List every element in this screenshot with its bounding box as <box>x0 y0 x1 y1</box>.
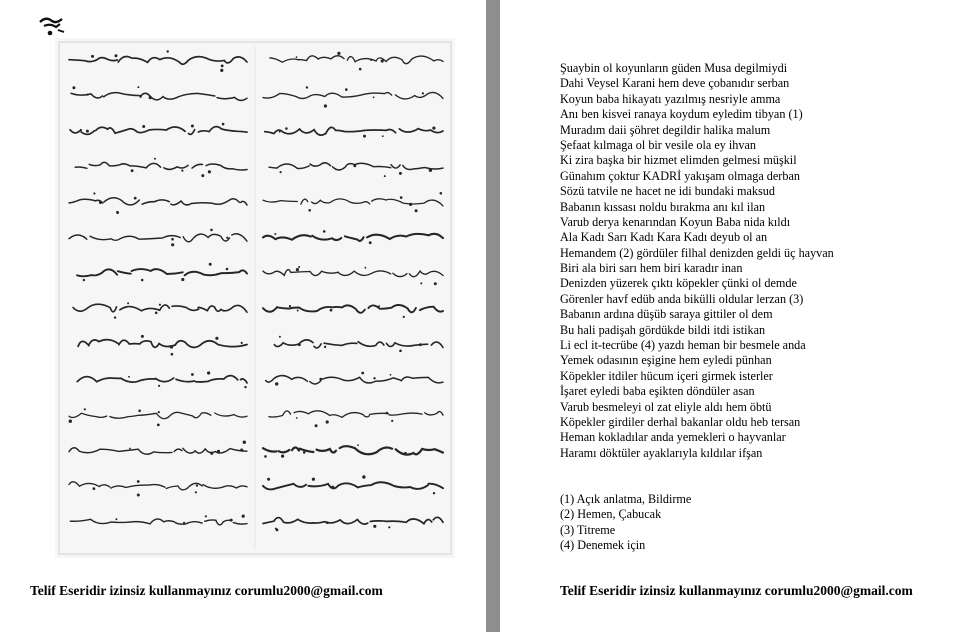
script-dot <box>414 233 416 235</box>
script-dot <box>409 203 412 206</box>
poem-line: Bu hali padişah gördükde bildi itdi istikan <box>560 322 766 337</box>
script-dot <box>381 59 384 62</box>
script-dot <box>242 515 245 518</box>
script-dot <box>331 486 334 489</box>
left-copyright-footer: Telif Eseridir izinsiz kullanmayınız corumlu2000@gmail.com <box>30 583 383 598</box>
footnote-item: (4) Denemek için <box>560 538 646 553</box>
script-dot <box>422 92 424 94</box>
script-dot <box>69 420 72 423</box>
script-dot <box>378 305 380 307</box>
poem-line: Hemandem (2) gördüler filhal denizden geldi üç hayvan <box>560 245 834 260</box>
script-dot <box>420 282 422 284</box>
script-dot <box>222 123 225 126</box>
script-dot <box>296 417 298 419</box>
script-dot <box>241 342 243 344</box>
poem-line: Haramı döktüler ayaklarıyla kıldılar ifşan <box>560 445 763 460</box>
poem-line: Heman kokladılar anda yemekleri o hayvanlar <box>560 430 786 445</box>
script-dot <box>209 263 212 266</box>
script-dot <box>324 104 327 107</box>
script-dot <box>134 197 137 200</box>
script-dot <box>312 478 315 481</box>
script-dot <box>285 127 288 130</box>
script-dot <box>93 487 96 490</box>
script-dot <box>399 172 402 175</box>
script-dot <box>93 192 95 194</box>
script-dot <box>217 450 220 453</box>
script-dot <box>115 518 117 520</box>
poem-line: Yemek odasının eşigine hem eyledi pünhan <box>560 353 772 368</box>
script-dot <box>129 448 131 450</box>
script-dot <box>99 201 102 204</box>
script-dot <box>240 449 243 452</box>
script-dot <box>191 373 194 376</box>
script-dot <box>432 127 435 130</box>
script-dot <box>434 282 437 285</box>
script-dot <box>319 378 322 381</box>
script-dot <box>141 335 144 338</box>
poem-line: Varub derya kenarından Koyun Baba nida kıldı <box>560 214 791 229</box>
script-dot <box>210 229 213 232</box>
poem-line: Sözü tatvile ne hacet ne idi bundaki maksud <box>560 184 775 199</box>
script-dot <box>195 491 197 493</box>
script-dot <box>86 130 89 133</box>
script-dot <box>207 371 210 374</box>
script-dot <box>275 382 278 385</box>
script-dot <box>115 54 118 57</box>
script-dot <box>373 96 375 98</box>
script-dot <box>326 420 329 423</box>
script-dot <box>220 69 223 72</box>
script-dot <box>298 343 301 346</box>
script-dot <box>87 94 89 96</box>
script-dot <box>289 305 291 307</box>
script-dot <box>159 304 161 306</box>
script-dot <box>298 266 300 268</box>
script-dot <box>171 243 174 246</box>
script-dot <box>171 353 174 356</box>
script-dot <box>83 236 85 238</box>
script-dot <box>326 521 329 524</box>
script-dot <box>131 169 134 172</box>
script-dot <box>72 86 75 89</box>
footnote-item: (2) Hemen, Çabucak <box>560 507 662 522</box>
script-dot <box>323 230 326 233</box>
script-dot <box>210 452 213 455</box>
right-copyright-footer: Telif Eseridir izinsiz kullanmayınız corumlu2000@gmail.com <box>560 583 913 598</box>
poem-line: Denizden yüzerek çıktı köpekler çünki ol demde <box>560 276 797 291</box>
script-dot <box>158 411 160 413</box>
script-dot <box>373 525 376 528</box>
script-dot <box>308 209 311 212</box>
script-dot <box>330 309 333 312</box>
script-dot <box>382 135 384 137</box>
script-dot <box>384 175 386 177</box>
script-dot <box>128 376 130 378</box>
script-dot <box>137 86 139 88</box>
footnote-item: (1) Açık anlatma, Bildirme <box>560 492 692 506</box>
manuscript-scan <box>55 38 455 558</box>
poem-line: Dahi Veysel Karani hem deve çobanıdır serban <box>560 76 790 91</box>
script-dot <box>181 170 183 172</box>
poem-line: Li ecl it-tecrübe (4) yazdı heman bir besmele anda <box>560 338 806 353</box>
poem-line: Ki zira başka bir hizmet elimden gelmesi müşkil <box>560 153 797 168</box>
script-dot <box>226 268 229 271</box>
script-dot <box>306 86 308 88</box>
script-dot <box>362 475 365 478</box>
poem-line: Köpekler itdiler hücum içeri girmek isterler <box>560 368 773 383</box>
script-dot <box>91 55 94 58</box>
script-dot <box>388 526 390 528</box>
poem-line: Koyun baba hikayatı yazılmış nesriyle amma <box>560 91 781 106</box>
script-dot <box>357 444 359 446</box>
script-dot <box>171 238 174 241</box>
script-dot <box>141 279 144 282</box>
script-dot <box>154 158 156 160</box>
script-dot <box>155 312 158 315</box>
script-dot <box>400 196 403 199</box>
script-dot <box>137 494 140 497</box>
poem-line: Görenler havf edüb anda bikülli oldular lerzan (3) <box>560 291 804 306</box>
script-dot <box>181 278 184 281</box>
script-dot <box>183 522 185 524</box>
script-dot <box>390 374 392 376</box>
corner-seal-mark <box>38 12 68 38</box>
poem-line: Şuaybin ol koyunların güden Musa degilmiydi <box>560 61 788 75</box>
poem-text <box>560 61 834 461</box>
script-dot <box>279 131 281 133</box>
script-dot <box>275 528 277 530</box>
script-dot <box>244 386 246 388</box>
script-dot <box>201 174 204 177</box>
script-dot <box>230 519 233 522</box>
script-dot <box>296 268 299 271</box>
script-dot <box>167 50 169 52</box>
script-dot <box>142 125 145 128</box>
script-dot <box>215 337 218 340</box>
right-page <box>500 0 974 632</box>
script-dot <box>279 336 281 338</box>
poem-line: Babanın ardına düşüb saraya gittiler ol dem <box>560 307 773 322</box>
script-dot <box>429 169 432 172</box>
script-dot <box>345 88 348 91</box>
poem-line: Muradım daii şöhret degildir halika malum <box>560 122 771 137</box>
poem-line: Şefaat kılmaga ol bir vesile ola ey ihvan <box>560 137 756 152</box>
script-dot <box>281 455 284 458</box>
script-dot <box>315 424 318 427</box>
script-dot <box>361 372 364 375</box>
script-dot <box>415 209 418 212</box>
poem-line: Biri ala biri sarı hem biri karadır inan <box>560 261 743 276</box>
script-dot <box>303 451 306 454</box>
script-dot <box>437 233 439 235</box>
poem-line: Anı ben kisvei ranaya koydum eyledim tibyan (1) <box>560 107 803 122</box>
script-dot <box>83 279 85 281</box>
script-dot <box>139 96 141 98</box>
script-dot <box>280 171 282 173</box>
script-dot <box>359 68 362 71</box>
page-divider <box>486 0 500 632</box>
poem-line: Köpekler girdiler derhal bakanlar oldu heb tersan <box>560 414 801 429</box>
script-dot <box>297 310 299 312</box>
script-dot <box>243 441 246 444</box>
script-dot <box>274 233 276 235</box>
script-dot <box>196 485 198 487</box>
script-dot <box>267 478 270 481</box>
poem-line: Günahım çoktur KADRİ yakışam olmaga derban <box>560 168 800 183</box>
script-dot <box>337 52 340 55</box>
script-dot <box>296 56 298 58</box>
script-dot <box>391 420 393 422</box>
poem-line: Babanın kıssası noldu bırakma anı kıl ilan <box>560 199 766 214</box>
script-dot <box>221 65 224 68</box>
script-dot <box>116 212 119 215</box>
script-dot <box>373 377 375 379</box>
script-dot <box>419 343 422 346</box>
script-dot <box>197 307 199 309</box>
script-dot <box>264 455 267 458</box>
script-dot <box>80 129 82 131</box>
left-page <box>0 0 486 632</box>
script-dot <box>404 452 407 455</box>
script-dot <box>353 164 356 167</box>
script-dot <box>399 350 402 353</box>
poem-line: Varub besmeleyi ol zat eliyle aldı hem öbtü <box>560 399 772 414</box>
script-dot <box>433 492 435 494</box>
script-dot <box>191 125 194 128</box>
script-dot <box>386 412 389 415</box>
script-dot <box>369 241 372 244</box>
script-dot <box>127 302 129 304</box>
script-dot <box>170 345 173 348</box>
script-dot <box>114 316 116 318</box>
footnote-item: (3) Titreme <box>560 522 616 537</box>
footnotes <box>560 492 691 554</box>
script-dot <box>363 135 366 138</box>
script-dot <box>205 515 207 517</box>
script-dot <box>158 385 160 387</box>
poem-line: Ala Kadı Sarı Kadı Kara Kadı deyub ol an <box>560 230 768 245</box>
script-dot <box>324 346 326 348</box>
script-dot <box>138 410 141 413</box>
script-dot <box>84 408 86 410</box>
script-dot <box>403 316 405 318</box>
script-dot <box>149 96 152 99</box>
script-dot <box>365 267 367 269</box>
script-dot <box>370 59 372 61</box>
script-dot <box>440 192 443 195</box>
script-dot <box>226 237 228 239</box>
script-dot <box>137 480 140 483</box>
script-dot <box>208 170 211 173</box>
script-dot <box>157 424 160 427</box>
poem-line: İşaret eyledi baba eşikten döndüler asan <box>560 384 755 399</box>
